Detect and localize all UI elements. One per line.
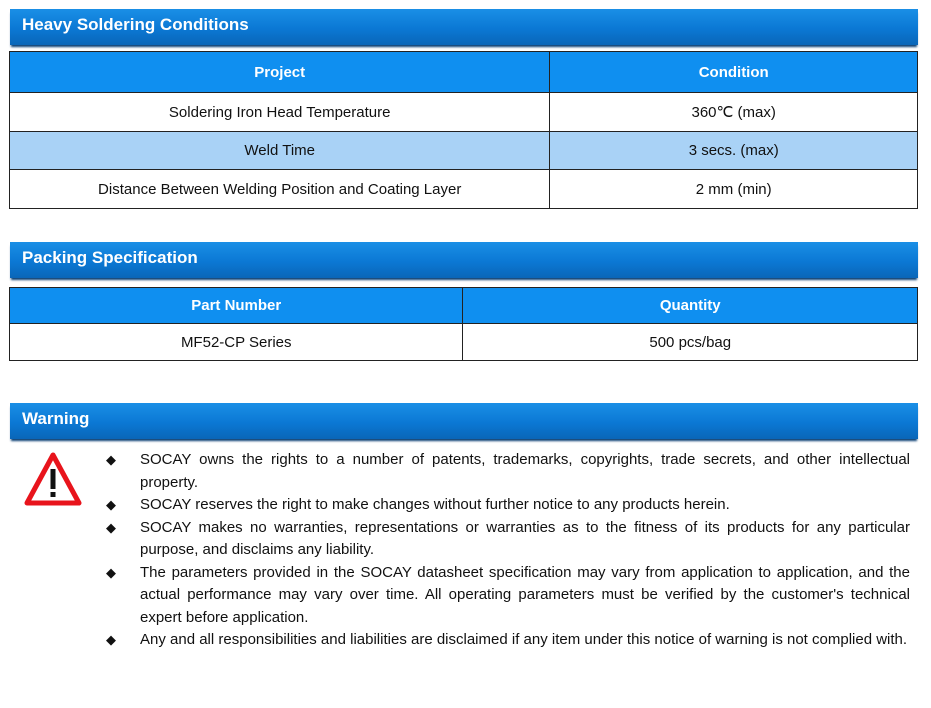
list-item-text: The parameters provided in the SOCAY datasheet specification may vary from application to application, and the actual performance may vary over time. All operating parameters must be verified by the customer's technical expert before application. (140, 563, 910, 626)
column-header-project: Project (10, 52, 550, 93)
diamond-bullet-icon: ◆ (106, 564, 116, 580)
table-row (10, 170, 918, 209)
warning-list (106, 449, 910, 652)
table-cell: 3 secs. (max) (550, 132, 918, 170)
table-row (10, 132, 918, 170)
list-item (106, 494, 910, 517)
list-item (106, 562, 910, 630)
column-header-part-number: Part Number (10, 288, 463, 324)
warning-section-title: Warning (10, 403, 918, 439)
list-item-text: Any and all responsibilities and liabilities are disclaimed if any item under this notice of warning is not complied with. (140, 631, 908, 648)
packing-table (9, 287, 918, 361)
diamond-bullet-icon: ◆ (106, 632, 116, 647)
table-row (10, 324, 918, 361)
list-item-text: SOCAY reserves the right to make changes without further notice to any products herein. (140, 496, 730, 513)
diamond-bullet-icon: ◆ (106, 519, 116, 535)
table-header-row (10, 288, 918, 324)
list-item (106, 629, 910, 652)
table-cell: 500 pcs/bag (463, 324, 918, 361)
list-item-text: SOCAY owns the rights to a number of patents, trademarks, copyrights, trade secrets, and other intellectual property. (140, 451, 910, 491)
table-cell: 2 mm (min) (550, 170, 918, 209)
table-cell: MF52-CP Series (10, 324, 463, 361)
packing-section-title: Packing Specification (10, 242, 918, 278)
list-item (106, 517, 910, 562)
soldering-table (9, 51, 918, 209)
table-cell: 360℃ (max) (550, 93, 918, 132)
table-cell: Soldering Iron Head Temperature (10, 93, 550, 132)
list-item-text: SOCAY makes no warranties, representations or warranties as to the fitness of its products for any particular purpose, and disclaims any liability. (140, 518, 910, 558)
table-cell: Distance Between Welding Position and Coating Layer (10, 170, 550, 209)
column-header-condition: Condition (550, 52, 918, 93)
diamond-bullet-icon: ◆ (106, 497, 116, 512)
column-header-quantity: Quantity (463, 288, 918, 324)
soldering-section-title: Heavy Soldering Conditions (10, 9, 918, 45)
table-header-row (10, 52, 918, 93)
diamond-bullet-icon: ◆ (106, 452, 116, 467)
list-item (106, 449, 910, 494)
table-cell: Weld Time (10, 132, 550, 170)
table-row (10, 93, 918, 132)
warning-triangle-icon (24, 452, 82, 506)
